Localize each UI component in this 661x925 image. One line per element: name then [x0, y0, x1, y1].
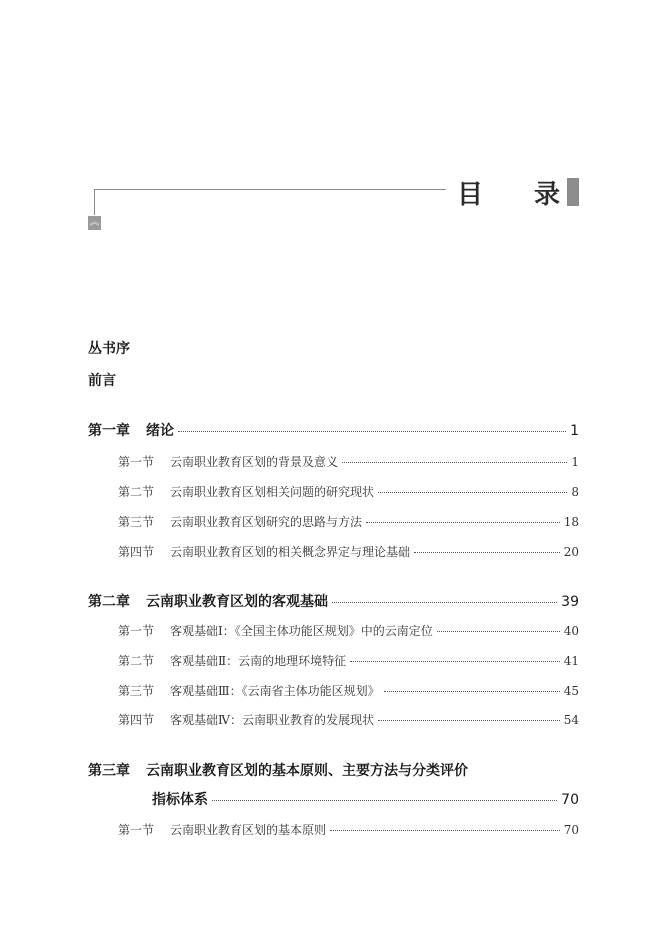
toc-front-matter-foreword[interactable]: 前言: [88, 373, 116, 389]
section-title: 客观基础Ⅳ：云南职业教育的发展现状: [170, 713, 375, 727]
section-title: 客观基础Ⅰ：《全国主体功能区规划》中的云南定位: [170, 624, 433, 638]
page-number: 18: [563, 515, 579, 529]
page-number: 45: [563, 684, 579, 698]
leader-dots: [437, 631, 560, 632]
page-number: 39: [561, 594, 579, 610]
leader-dots: [378, 720, 560, 721]
page-number: 70: [563, 823, 579, 837]
page-number: 70: [561, 792, 579, 808]
page-title-char-2: 录: [534, 180, 561, 210]
toc-section[interactable]: [118, 682, 579, 699]
toc-section[interactable]: [118, 821, 579, 838]
leader-dots: [366, 522, 560, 523]
chapter-number: 第二章: [88, 594, 130, 610]
page-title-char-1: 目: [457, 180, 484, 210]
toc-section[interactable]: [118, 483, 579, 500]
toc-chapter-3-continued[interactable]: [152, 789, 579, 809]
chapter-number: 第一章: [88, 423, 130, 439]
header-rule: [94, 189, 446, 190]
leader-dots: [384, 691, 560, 692]
section-number: 第二节: [118, 485, 155, 499]
section-number: 第四节: [118, 545, 155, 559]
page-number: 41: [563, 654, 579, 668]
section-title: 客观基础Ⅱ：云南的地理环境特征: [170, 654, 347, 668]
toc-section[interactable]: [118, 513, 579, 530]
toc-section[interactable]: [118, 652, 579, 669]
section-title: 云南职业教育区划相关问题的研究现状: [170, 485, 375, 499]
leader-dots: [342, 462, 567, 463]
chapter-number: 第三章: [88, 763, 130, 779]
chapter-title-continued: 指标体系: [152, 792, 208, 808]
section-number: 第四节: [118, 713, 155, 727]
section-number: 第三节: [118, 684, 155, 698]
page-number: 20: [563, 545, 579, 559]
leader-dots: [350, 661, 560, 662]
leader-dots: [378, 492, 567, 493]
page-number: 8: [571, 485, 579, 499]
toc-chapter-2[interactable]: [88, 591, 579, 611]
leader-dots: [212, 800, 557, 801]
leader-dots: [414, 552, 560, 553]
chapter-title: 云南职业教育区划的基本原则、主要方法与分类评价: [146, 763, 468, 779]
page-number: 40: [563, 624, 579, 638]
leader-dots: [330, 830, 560, 831]
section-title: 云南职业教育区划的相关概念界定与理论基础: [170, 545, 411, 559]
chapter-title: 绪论: [146, 423, 174, 439]
toc-section[interactable]: [118, 711, 579, 728]
section-number: 第一节: [118, 624, 155, 638]
section-title: 云南职业教育区划的背景及意义: [170, 455, 339, 469]
section-number: 第二节: [118, 654, 155, 668]
chapter-title: 云南职业教育区划的客观基础: [146, 594, 328, 610]
leader-dots: [332, 602, 557, 603]
toc-section[interactable]: [118, 453, 579, 470]
toc-section[interactable]: [118, 622, 579, 639]
toc-front-matter-preface-series[interactable]: 丛书序: [88, 341, 130, 357]
section-number: 第三节: [118, 515, 155, 529]
toc-chapter-1[interactable]: [88, 420, 579, 440]
toc-section[interactable]: [118, 543, 579, 560]
section-title: 云南职业教育区划研究的思路与方法: [170, 515, 363, 529]
header-rule-vertical: [94, 189, 95, 215]
section-number: 第一节: [118, 455, 155, 469]
section-number: 第一节: [118, 823, 155, 837]
toc-chapter-3[interactable]: [88, 760, 579, 780]
section-title: 云南职业教育区划的基本原则: [170, 823, 327, 837]
section-title: 客观基础Ⅲ：《云南省主体功能区规划》: [170, 684, 380, 698]
page-number: 1: [571, 455, 579, 469]
title-accent-bar: [567, 178, 579, 206]
chevron-up-icon: ︽: [89, 217, 100, 228]
page-number: 54: [563, 713, 579, 727]
leader-dots: [178, 431, 566, 432]
page-number: 1: [570, 423, 579, 439]
